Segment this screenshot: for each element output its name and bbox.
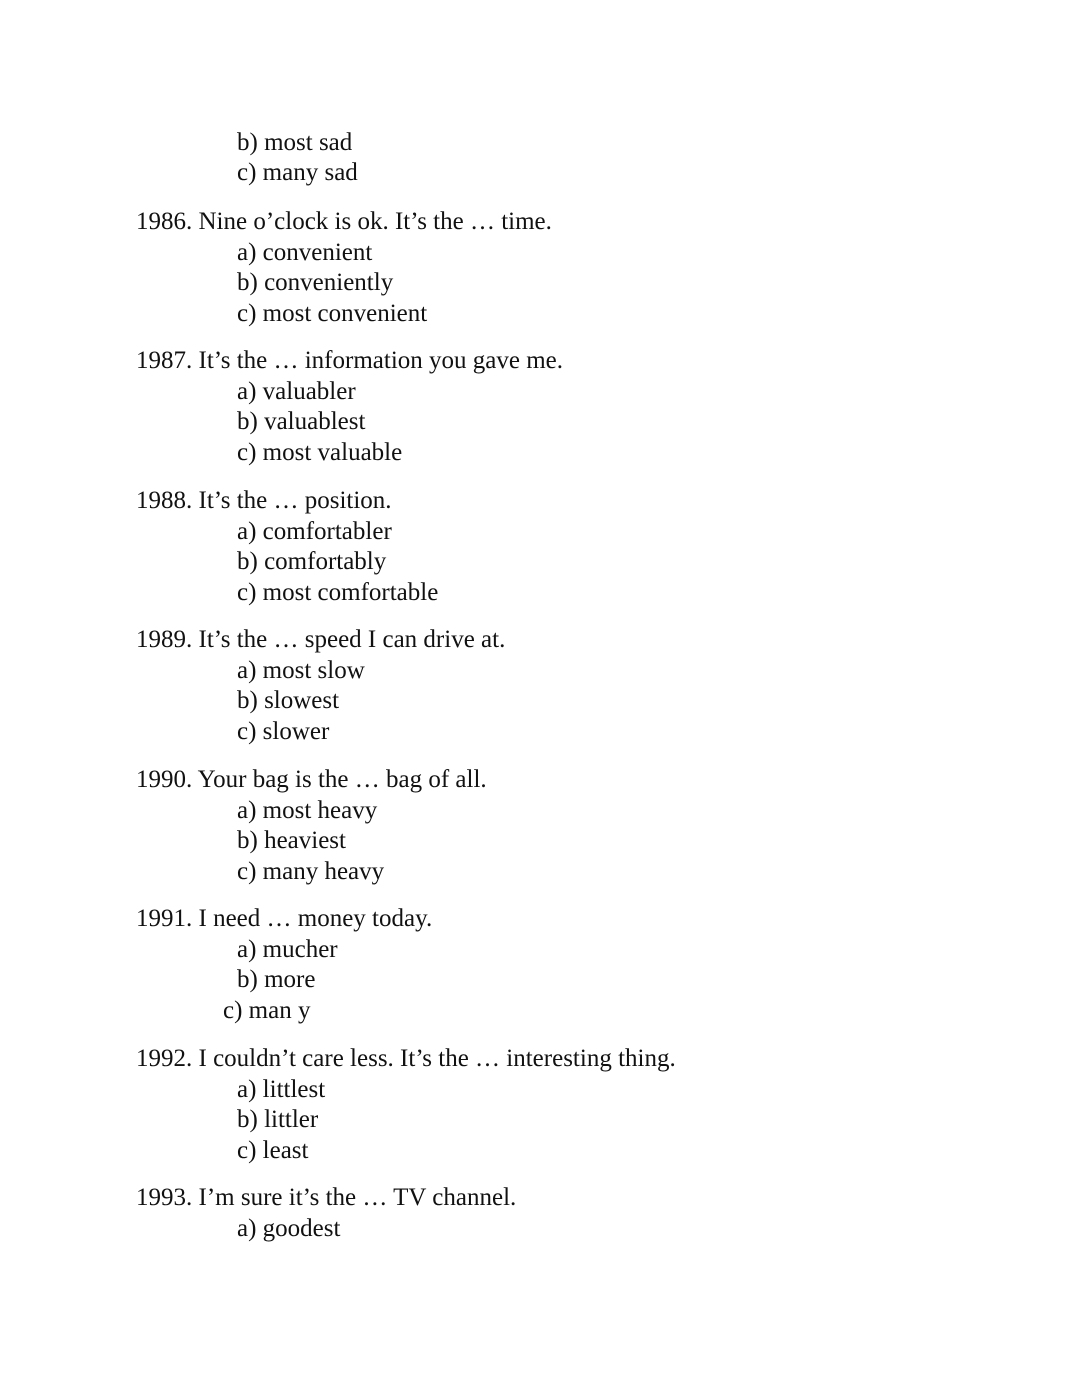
question-stem: 1993. I’m sure it’s the … TV channel. [136, 1184, 517, 1211]
question-stem: 1989. It’s the … speed I can drive at. [136, 626, 506, 653]
option: c) most comfortable [237, 578, 439, 606]
option: a) comfortabler [237, 517, 392, 545]
option: a) valuabler [237, 377, 356, 405]
option: c) most valuable [237, 438, 403, 466]
option: b) slowest [237, 687, 340, 714]
option: c) many sad [237, 159, 358, 186]
question-stem: 1992. I couldn’t care less. It’s the … interesting thing. [136, 1045, 676, 1072]
option: b) more [237, 966, 316, 993]
question-stem: 1990. Your bag is the … bag of all. [136, 766, 487, 793]
option: c) most convenient [237, 299, 428, 327]
option: c) many heavy [237, 857, 385, 885]
option: b) most sad [237, 129, 353, 156]
question-stem: 1986. Nine o’clock is ok. It’s the … time. [136, 208, 552, 235]
option: b) littler [237, 1106, 319, 1133]
option: c) slower [237, 717, 330, 745]
question-stem: 1991. I need … money today. [136, 905, 433, 932]
option: b) valuablest [237, 408, 366, 435]
option: b) conveniently [237, 269, 394, 296]
option: c) least [237, 1136, 309, 1164]
option: c) man y [223, 996, 311, 1024]
option: a) goodest [237, 1214, 341, 1242]
option: b) heaviest [237, 827, 346, 854]
question-stem: 1988. It’s the … position. [136, 487, 392, 514]
option: a) littlest [237, 1075, 326, 1103]
option: a) mucher [237, 935, 338, 963]
question-stem: 1987. It’s the … information you gave me. [136, 347, 564, 374]
option: a) most heavy [237, 796, 378, 824]
option: b) comfortably [237, 548, 387, 575]
option: a) convenient [237, 238, 373, 266]
option: a) most slow [237, 656, 365, 684]
